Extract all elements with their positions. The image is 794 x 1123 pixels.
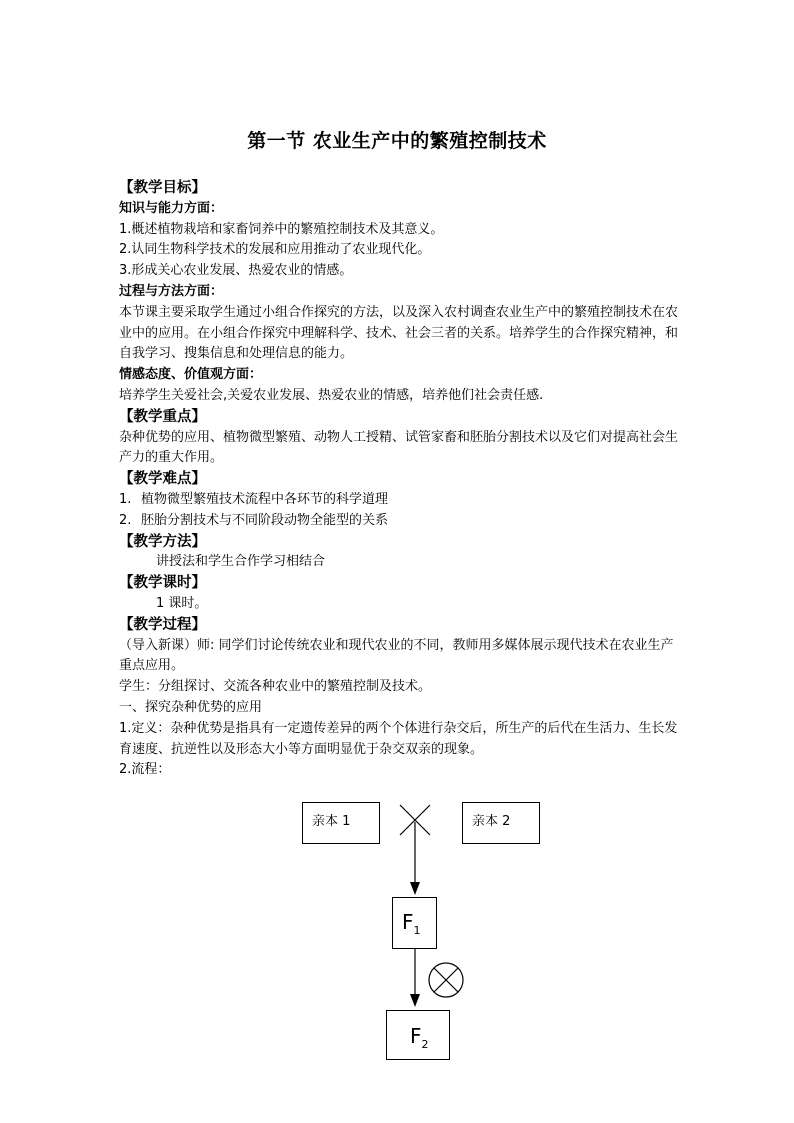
f2-letter: F <box>410 1024 422 1048</box>
definition-paragraph: 1.定义：杂种优势是指具有一定遗传差异的两个个体进行杂交后，所生产的后代在生活力、生长发育速度、抗逆性以及形态大小等方面明显优于杂交双亲的现象。 <box>119 720 678 757</box>
intro-paragraph: （导入新课）师: 同学们讨论传统农业和现代农业的不同，教师用多媒体展示现代技术在农业生产重点应用。 <box>119 637 674 674</box>
difficulty-heading: 【教学难点】 <box>119 471 206 488</box>
method-heading: 【教学方法】 <box>119 533 206 550</box>
difficulty-item-text: 胚胎分割技术与不同阶段动物全能型的关系 <box>141 512 389 528</box>
attitude-paragraph: 培养学生关爱社会,关爱农业发展、热爱农业的情感，培养他们社会责任感. <box>119 387 544 403</box>
f1-subscript: 1 <box>413 924 421 937</box>
key-points-heading: 【教学重点】 <box>119 408 206 425</box>
part-one-heading: 一、探究杂种优势的应用 <box>119 699 263 715</box>
process-paragraph: 本节课主要采取学生通过小组合作探究的方法，以及深入农村调查农业生产中的繁殖控制技术在农业中的应用。在小组合作探究中理解科学、技术、社会三者的关系。培养学生的合作探究精神，和自我学习、搜集信息和处理信息的能力。 <box>119 304 679 362</box>
method-paragraph: 讲授法和学生合作学习相结合 <box>156 554 326 570</box>
process-heading: 过程与方法方面： <box>119 283 224 299</box>
knowledge-item: 3.形成关心农业发展、热爱农业的情感。 <box>119 263 353 279</box>
arrow-head-icon <box>410 882 420 895</box>
knowledge-heading: 知识与能力方面： <box>119 200 224 216</box>
parent2-label: 亲本 2 <box>472 814 511 829</box>
hours-paragraph: 1 课时。 <box>156 595 208 611</box>
knowledge-item: 2.认同生物科学技术的发展和应用推动了农业现代化。 <box>119 242 431 258</box>
difficulty-item-number: 2. <box>119 512 132 528</box>
page-title: 第一节 农业生产中的繁殖控制技术 <box>247 130 547 152</box>
teaching-process-heading: 【教学过程】 <box>119 616 206 633</box>
attitude-heading: 情感态度、价值观方面： <box>119 367 263 383</box>
student-paragraph: 学生：分组探讨、交流各种农业中的繁殖控制及技术。 <box>119 679 432 695</box>
parent1-label: 亲本 1 <box>312 814 351 829</box>
hours-heading: 【教学课时】 <box>119 575 206 592</box>
f2-subscript: 2 <box>421 1038 429 1051</box>
knowledge-item: 1.概述植物栽培和家畜饲养中的繁殖控制技术及其意义。 <box>119 221 444 237</box>
arrow-head-icon <box>410 994 420 1007</box>
key-points-paragraph: 杂种优势的应用、植物微型繁殖、动物人工授精、试管家畜和胚胎分割技术以及它们对提高社会生产力的重大作用。 <box>119 429 679 466</box>
goals-heading: 【教学目标】 <box>119 180 206 196</box>
difficulty-item-number: 1. <box>119 491 132 507</box>
f1-letter: F <box>402 910 414 934</box>
flow-label: 2.流程： <box>119 762 171 778</box>
difficulty-item-text: 植物微型繁殖技术流程中各环节的科学道理 <box>141 491 389 507</box>
